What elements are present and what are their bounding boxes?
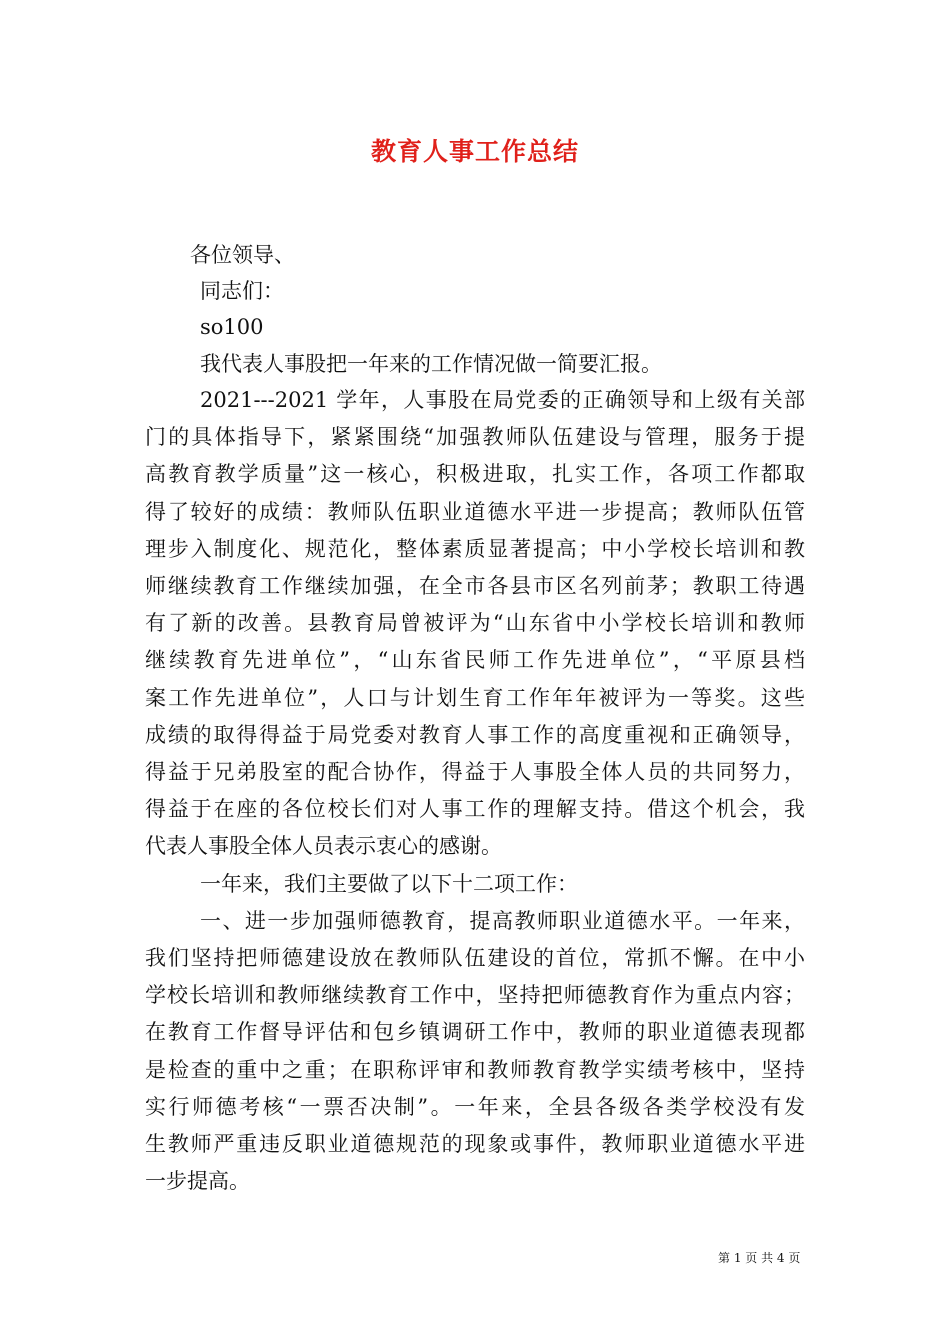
paragraph-3-line: 实行师德考核“一票否决制”。一年来，全县各级各类学校没有发	[145, 1095, 805, 1119]
paragraph-3-line: 学校长培训和教师继续教育工作中，坚持把师德教育作为重点内容；	[145, 983, 805, 1007]
paragraph-2-line: 一年来，我们主要做了以下十二项工作：	[200, 872, 578, 896]
paragraph-1-line: 高教育教学质量”这一核心，积极进取，扎实工作，各项工作都取	[145, 462, 805, 486]
paragraph-1-line: 得益于在座的各位校长们对人事工作的理解支持。借这个机会，我	[145, 797, 805, 821]
paragraph-3-line: 一步提高。	[145, 1169, 250, 1193]
page-footer: 第 1 页 共 4 页	[718, 1251, 801, 1265]
paragraph-3-line: 一、进一步加强师德教育，提高教师职业道德水平。一年来，	[200, 909, 805, 933]
paragraph-1-line: 得益于兄弟股室的配合协作，得益于人事股全体人员的共同努力，	[145, 760, 805, 784]
paragraph-1-line: 门的具体指导下，紧紧围绕“加强教师队伍建设与管理，服务于提	[145, 425, 805, 449]
paragraph-1-line: 案工作先进单位”，人口与计划生育工作年年被评为一等奖。这些	[145, 686, 805, 710]
paragraph-1-line: 理步入制度化、规范化，整体素质显著提高；中小学校长培训和教	[145, 537, 805, 561]
paragraph-1-line: 继续教育先进单位”，“山东省民师工作先进单位”，“平原县档	[145, 648, 805, 672]
paragraph-1-line: 得了较好的成绩：教师队伍职业道德水平进一步提高；教师队伍管	[145, 500, 805, 524]
document-title: 教育人事工作总结	[370, 137, 579, 166]
intro-line: 我代表人事股把一年来的工作情况做一简要汇报。	[200, 352, 662, 376]
paragraph-1-line: 有了新的改善。县教育局曾被评为“山东省中小学校长培训和教师	[145, 611, 805, 635]
paragraph-3-line: 是检查的重中之重；在职称评审和教师教育教学实绩考核中，坚持	[145, 1058, 805, 1082]
paragraph-3-line: 生教师严重违反职业道德规范的现象或事件，教师职业道德水平进	[145, 1132, 805, 1156]
paragraph-1-line: 师继续教育工作继续加强，在全市各县市区名列前茅；教职工待遇	[145, 574, 805, 598]
salutation-leaders: 各位领导、	[190, 243, 295, 267]
paragraph-1-line: 代表人事股全体人员表示衷心的感谢。	[145, 834, 502, 858]
salutation-comrades: 同志们：	[200, 279, 284, 303]
paragraph-3-line: 我们坚持把师德建设放在教师队伍建设的首位，常抓不懈。在中小	[145, 946, 805, 970]
salutation-code: so100	[200, 315, 264, 339]
paragraph-1-line: 2021---2021 学年，人事股在局党委的正确领导和上级有关部	[200, 388, 805, 412]
paragraph-3-line: 在教育工作督导评估和包乡镇调研工作中，教师的职业道德表现都	[145, 1020, 805, 1044]
paragraph-1-line: 成绩的取得得益于局党委对教育人事工作的高度重视和正确领导，	[145, 723, 805, 747]
